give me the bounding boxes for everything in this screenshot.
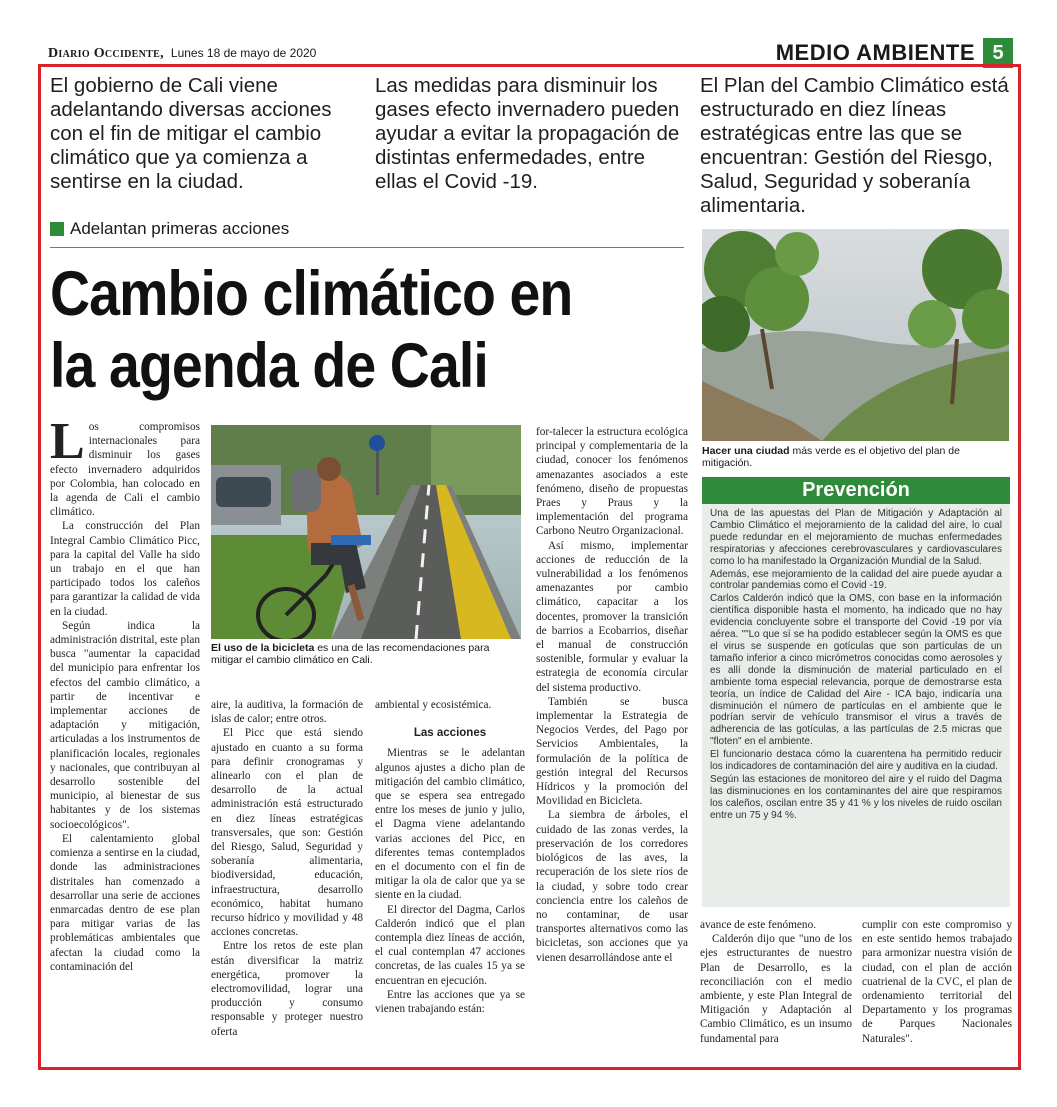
prevention-box: [702, 477, 1010, 907]
bicycle-photo-caption: El uso de la bicicleta es una de las recomendaciones para mitigar el cambio climático en Cali.: [211, 642, 490, 666]
paragraph: La siembra de árboles, el cuidado de las zonas verdes, la preservación de los corredores biológicos de las aves, la recuperación de los siete ríos de la ciudad, y sobre todo crear conciencia entre los caleños de no contaminar, de usar transportes alternativos como las bicicletas, son acciones que ya vienen desarrollándose ante el: [536, 809, 688, 964]
subheading: Las acciones: [413, 727, 487, 740]
article-column-5: [700, 918, 852, 1046]
article-column-3: [375, 698, 525, 1016]
article-column-4: [536, 425, 688, 965]
prevention-box-body: [702, 504, 1010, 907]
summary-2: Las medidas para disminuir los gases efecto invernadero pueden ayudar a evitar la propagación de distintas enfermedades, entre ellas el Covid -19.: [375, 74, 680, 193]
article-column-2: [211, 698, 363, 1039]
box-paragraph: Carlos Calderón indicó que la OMS, con base en la información científica disponible hasta el momento, ha indicado que no hay evidencia concluyente sobre el transporte del Covid -19 por vía aérea. ""Lo que sí se ha podido establecer según la OMS es que el virus se suspende en gotículas que son partículas de un tamaño inferior a cinco micrómetros conocidas como aerosoles y es allí donde la disminución de material particulado en el ambiente toma especial relevancia, porque de demostrarse esta teoría, un índice de Calidad del Aire - ICA bajo, indicaría una disminución el número de partículas en el ambiente que le podrían servir de vehículo transmisor el virus a través de adherencia de las gotículas, a las partículas de 2.5 micras que "floten" en el ambiente.: [710, 593, 1002, 748]
box-paragraph: El funcionario destaca cómo la cuarentena ha permitido reducir los indicadores de contaminación del aire y auditiva en la ciudad.: [710, 749, 1002, 773]
prevention-box-title: Prevención: [702, 477, 1010, 504]
headline: Cambio climático en la agenda de Cali: [50, 259, 573, 401]
green-city-photo: [702, 229, 1009, 441]
paragraph: aire, la auditiva, la formación de islas de calor; entre otros.: [211, 699, 363, 726]
page-number: 5: [983, 38, 1013, 68]
paragraph: Calderón dijo que "uno de los ejes estructurantes de nuestro Plan de Desarrollo, es la reconciliación con el medio ambiente, y este Plan Integral de Mitigación y Adaptación al Cambio Climático, es un insumo fundamental para: [700, 933, 852, 1045]
paragraph: El director del Dagma, Carlos Calderón indicó que el plan contempla diez líneas de acción, el cual contemplan 47 acciones concretas, de las cuales 15 ya se encuentran en ejecución.: [375, 903, 525, 987]
lead-paragraph: Los compromisos internacionales para disminuir los gases efecto invernadero adquiridos por Colombia, han colocado en la agenda de Cali el cambio climático.: [50, 413, 200, 519]
paragraph: ambiental y ecosistémica.: [375, 699, 492, 711]
paragraph: for-talecer la estructura ecológica principal y complementaria de la ciudad, conocer los fenómenos amenazantes asociados a este fenómeno, diseño de propuestas Praes y Praus y la implementación del programa Carbono Neutro Organizacional.: [536, 426, 688, 538]
summary-1: El gobierno de Cali viene adelantando diversas acciones con el fin de mitigar el cambio climático que ya comienza a sentirse en la ciudad.: [50, 74, 332, 193]
article-column-1: [50, 413, 200, 974]
paragraph: avance de este fenómeno.: [700, 919, 817, 931]
paragraph: Mientras se le adelantan algunos ajustes a dicho plan de mitigación del cambio climático, que se espera sea entregado entre los meses de junio y julio, el Dagma viene adelantando varias acciones del Picc, en diferentes temas contemplados en el documento con el fin de mitigar la ola de calor que ya se siente en la ciudad.: [375, 747, 525, 902]
paragraph: Entre los retos de este plan están diversificar la matriz energética, promover la electromovilidad, lograr una producción y consumo responsable y proteger nuestro oferta: [211, 940, 363, 1038]
newspaper-name: Diario Occidente,: [48, 46, 164, 61]
kicker-text: Adelantan primeras acciones: [70, 219, 290, 238]
green-square-icon: [50, 222, 64, 236]
article-column-6: [862, 918, 1012, 1046]
drop-cap: L: [50, 413, 85, 470]
kicker: [50, 219, 289, 239]
box-paragraph: Una de las apuestas del Plan de Mitigación y Adaptación al Cambio Climático el mejoramiento de la calidad del aire, lo cual puede redundar en el mejoramiento de muchas enfermedades respiratorias y afecciones cerebrovasculares y cardiovasculares como lo ha manifestado la Organización Mundial de la Salud.: [710, 508, 1002, 567]
green-city-photo-caption: Hacer una ciudad más verde es el objetivo del plan de mitigación.: [702, 445, 960, 469]
masthead: [48, 46, 316, 62]
paragraph: El Picc que está siendo ajustado en cuanto a su forma para definir cronogramas y alinearlo con el plan de desarrollo de la actual administración está estructurado en diez líneas estratégicas transversales, que son: Gestión del Riesgo, Salud, Seguridad y soberanía alimentaria, biodiversidad, educación, infraestructura, desarrollo económico, habitat humano recurso hídrico y movilidad y 48 acciones concretas.: [211, 727, 363, 939]
paragraph: Entre las acciones que ya se vienen trabajando están:: [375, 988, 525, 1016]
summary-3: El Plan del Cambio Climático está estructurado en diez líneas estratégicas entre las que se encuentran: Gestión del Riesgo, Salud, Seguridad y soberanía alimentaria.: [700, 74, 1009, 217]
paragraph: cumplir con este compromiso y en este sentido hemos trabajado para armonizar nuestra visión de ciudad, con el plan de acción cuatrienal de la CVC, el plan de ordenamiento territorial del Departamento y los programas de Parques Nacionales Naturales".: [862, 919, 1012, 1045]
box-paragraph: Además, ese mejoramiento de la calidad del aire puede ayudar a controlar pandemias como el Covid -19.: [710, 568, 1002, 592]
bicycle-photo: [211, 425, 521, 639]
box-paragraph: Según las estaciones de monitoreo del aire y el ruido del Dagma las disminuciones en los contaminantes del aire que respiramos los caleños, oscilan entre 35 y 41 % y los niveles de ruido oscilan entre un 75 y 94 %.: [710, 773, 1002, 821]
paragraph: El calentamiento global comienza a sentirse en la ciudad, donde las administraciones distritales han comenzado a desarrollar una serie de acciones enmarcadas dentro de ese plan para mitigar varias de las problemáticas ambientales que afectan la ciudad como la contaminación del: [50, 832, 200, 973]
paragraph: Así mismo, implementar acciones de reducción de la vulnerabilidad a los fenómenos amenazantes por cambio climático, capacitar a los docentes, promover la transición de barrios a Ecobarrios, diseñar el manual de construcción sostenible, formular y evaluar la estrategia de economía circular del sistema productivo.: [536, 539, 688, 694]
paragraph: Según indica la administración distrital, este plan busca "aumentar la capacidad del municipio para enfrentar los efectos del cambio climático, a partir de incentivar e implementar acciones de adaptación y mitigación, articuladas a los instrumentos de planificación locales, regionales y nacionales, que contribuyan al desarrollo sostenible del municipio, al bienestar de sus habitantes y de los sistemas socioecológicos".: [50, 619, 200, 831]
section-name: MEDIO AMBIENTE: [775, 40, 975, 65]
kicker-divider: [50, 247, 684, 248]
paragraph: También se busca implementar la Estrategia de Negocios Verdes, del Pago por Servicios Ambientales, la formulación de la política de gestión integral del Recursos Hídricos y la promoción del Movilidad en Bicicleta.: [536, 695, 688, 808]
publication-date: Lunes 18 de mayo de 2020: [170, 46, 317, 60]
paragraph: La construcción del Plan Integral Cambio Climático Picc, para la capital del Valle ha sido un trabajo en el que han participado todos los caleños para garantizar la calidad de vida en la ciudad.: [50, 520, 200, 618]
